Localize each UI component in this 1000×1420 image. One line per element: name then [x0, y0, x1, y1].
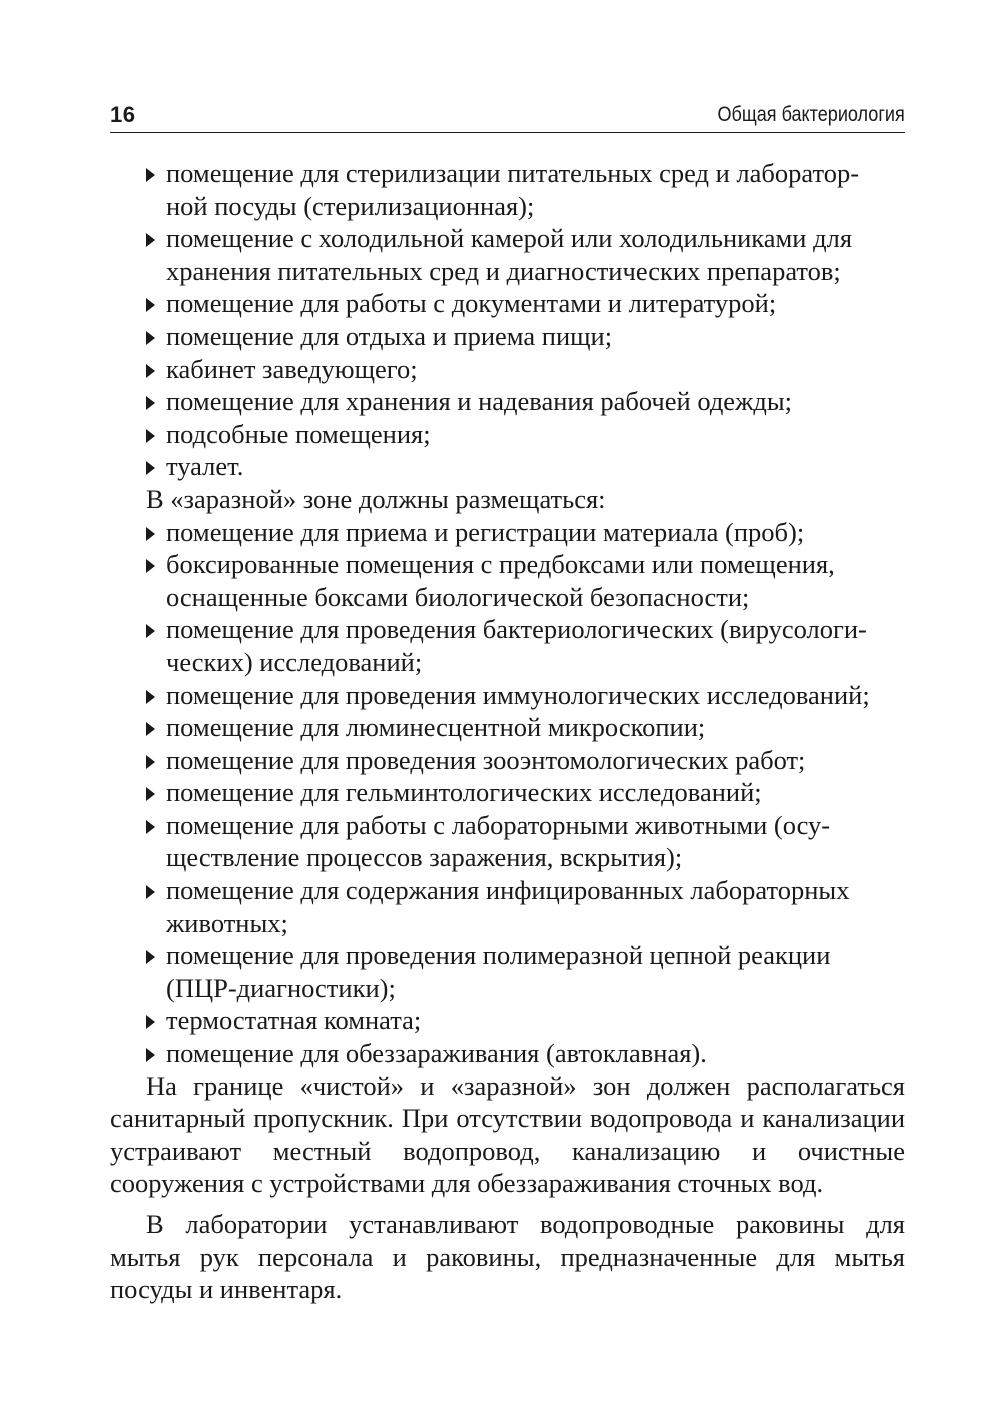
- list-item: помещение с холодильной камерой или холодильниками для хранения питательных сред и диагностических препаратов;: [110, 222, 905, 287]
- triangle-bullet-icon: [146, 690, 155, 704]
- list-item: помещение для проведения иммунологических исследований;: [110, 679, 905, 712]
- body-text: [110, 157, 905, 1306]
- triangle-bullet-icon: [146, 787, 155, 801]
- list-item: помещение для проведения бактериологических (вирусологи- ческих) исследований;: [110, 613, 905, 678]
- page: [110, 100, 905, 1306]
- triangle-bullet-icon: [146, 298, 155, 312]
- triangle-bullet-icon: [146, 1015, 155, 1029]
- triangle-bullet-icon: [146, 885, 155, 899]
- paragraph-sinks: В лаборатории устанавливают водопроводные раковины для мытья рук персонала и раковины, предназначенные для мытья посуды и инвентаря.: [110, 1209, 905, 1305]
- list-item: боксированные помещения с предбоксами или помещения, оснащенные боксами биологической безопасности;: [110, 548, 905, 613]
- triangle-bullet-icon: [146, 820, 155, 834]
- triangle-bullet-icon: [146, 950, 155, 964]
- triangle-bullet-icon: [146, 559, 155, 573]
- list-item: помещение для гельминтологических исследований;: [110, 776, 905, 809]
- list-item: кабинет заведующего;: [110, 353, 905, 386]
- list-item: помещение для проведения полимеразной цепной реакции (ПЦР-диагностики);: [110, 939, 905, 1004]
- triangle-bullet-icon: [146, 461, 155, 475]
- list-item: помещение для содержания инфицированных лабораторных животных;: [110, 874, 905, 939]
- list-item: помещение для проведения зооэнтомологических работ;: [110, 744, 905, 777]
- page-number: 16: [110, 102, 136, 127]
- clean-zone-list: [110, 157, 905, 483]
- list-item: помещение для стерилизации питательных сред и лаборатор- ной посуды (стерилизационная);: [110, 157, 905, 222]
- infectious-zone-list: [110, 516, 905, 1070]
- list-item: помещение для приема и регистрации материала (проб);: [110, 516, 905, 549]
- triangle-bullet-icon: [146, 364, 155, 378]
- triangle-bullet-icon: [146, 331, 155, 345]
- infectious-zone-intro: В «заразной» зоне должны размещаться:: [146, 483, 606, 514]
- list-item: туалет.: [110, 450, 905, 483]
- list-item: помещение для обеззараживания (автоклавная).: [110, 1037, 905, 1070]
- list-item: термостатная комната;: [110, 1004, 905, 1037]
- triangle-bullet-icon: [146, 429, 155, 443]
- running-header: [110, 100, 905, 133]
- triangle-bullet-icon: [146, 396, 155, 410]
- triangle-bullet-icon: [146, 1048, 155, 1062]
- triangle-bullet-icon: [146, 527, 155, 541]
- triangle-bullet-icon: [146, 168, 155, 182]
- running-title: Общая бактериология: [717, 103, 905, 126]
- triangle-bullet-icon: [146, 624, 155, 638]
- triangle-bullet-icon: [146, 755, 155, 769]
- list-item: помещение для люминесцентной микроскопии;: [110, 711, 905, 744]
- triangle-bullet-icon: [146, 722, 155, 736]
- list-item: помещение для работы с лабораторными животными (осу- ществление процессов заражения, вскрытия);: [110, 809, 905, 874]
- list-item: помещение для работы с документами и литературой;: [110, 287, 905, 320]
- paragraph-sanitary-checkpoint: На границе «чистой» и «заразной» зон должен располагаться санитарный пропускник. При отсутствии водопровода и канализации устраивают местный водопровод, канализацию и очистные сооружения с устройствами для обеззараживания сточных вод.: [110, 1070, 905, 1199]
- list-item: помещение для отдыха и приема пищи;: [110, 320, 905, 353]
- list-item: подсобные помещения;: [110, 418, 905, 451]
- list-item: помещение для хранения и надевания рабочей одежды;: [110, 385, 905, 418]
- triangle-bullet-icon: [146, 233, 155, 247]
